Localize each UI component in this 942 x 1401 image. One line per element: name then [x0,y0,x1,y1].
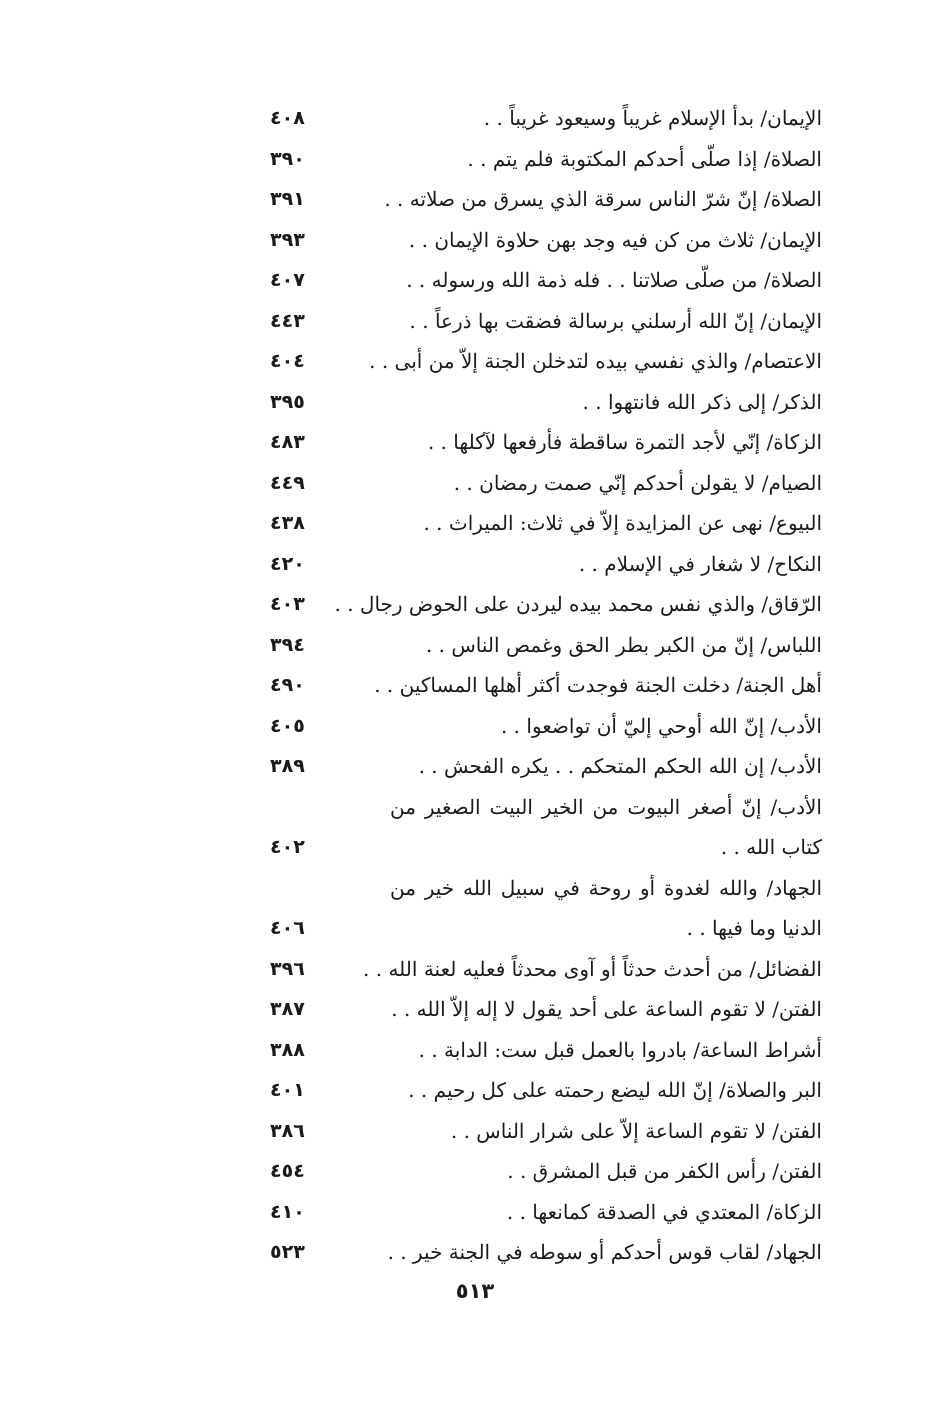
entry-page-number: ٤٥٤ [270,1160,305,1182]
index-entry [270,584,822,625]
index-entry [270,625,822,666]
entry-text: الفتن/ لا تقوم الساعة إلاّ على شرار الناس . . [450,1118,822,1143]
page-number: ٥١٣ [455,1279,495,1303]
entry-page-number: ٣٩٦ [270,957,305,980]
index-entry [270,503,822,544]
entry-page-number: ٣٩٤ [270,633,305,656]
index-entry [270,746,822,787]
index-entry [270,1030,822,1071]
entry-page-number: ٣٨٧ [270,998,305,1020]
index-entry [270,260,822,301]
entry-page-number: ٣٩١ [270,188,305,210]
entry-text: الفضائل/ من أحدث حدثاً أو آوى محدثاً فعليه لعنة الله . . [363,956,822,981]
entry-text: الزكاة/ إنّي لأجد التمرة ساقطة فأرفعها لآكلها . . [427,430,822,454]
entry-text: أشراط الساعة/ بادروا بالعمل قبل ست: الدابة . . [418,1037,822,1062]
index-entry [270,463,822,504]
entry-page-number: ٣٨٨ [270,1038,305,1061]
entry-page-number: ٤٩٠ [270,674,305,696]
entry-page-number: ٤٨٣ [270,431,305,453]
entry-page-number: ٣٨٦ [270,1119,305,1142]
entry-text: الذكر/ إلى ذكر الله فانتهوا . . [582,389,822,414]
entry-page-number: ٣٩٣ [270,228,305,251]
entry-text: الأدب/ إنّ أصغر البيوت من الخير البيت الصغير من كتاب الله . . [390,794,822,859]
index-entry [270,989,822,1030]
entry-text: الفتن/ لا تقوم الساعة على أحد يقول لا إله إلاّ الله . . [391,997,822,1021]
entry-page-number: ٤٣٨ [270,512,305,534]
entry-text: الصيام/ لا يقولن أحدكم إنّي صمت رمضان . . [453,470,822,495]
entry-text: اللباس/ إنّ من الكبر بطر الحق وغمص الناس . . [425,632,822,657]
entry-page-number: ٤٠٨ [270,107,305,129]
entry-page-number: ٤٠٥ [270,714,305,737]
entry-page-number: ٤٤٣ [270,309,305,332]
entry-page-number: ٤٠٤ [270,350,305,372]
entry-page-number: ٥٢٣ [270,1241,305,1263]
index-entry [270,301,822,342]
entry-text: الصلاة/ إذا صلّى أحدكم المكتوبة فلم يتم . . [467,146,822,171]
entry-page-number: ٣٨٩ [270,755,305,777]
index-entry [270,706,822,747]
index-entry [270,665,822,706]
index-entry [270,1151,822,1192]
entry-text: الإيمان/ بدأ الإسلام غريباً وسيعود غريباً . . [483,106,822,130]
entry-text: الجهاد/ والله لغدوة أو روحة في سبيل الله خير من الدنيا وما فيها . . [390,875,822,940]
entry-text: الإيمان/ ثلاث من كن فيه وجد بهن حلاوة الإيمان . . [408,227,822,252]
entry-page-number: ٤٠٢ [270,836,305,858]
entry-text: البر والصلاة/ إنّ الله ليضع رحمته على كل رحيم . . [408,1078,822,1102]
index-entry [270,868,822,949]
entry-page-number: ٣٩٥ [270,390,305,413]
index-entry [270,544,822,585]
entry-text: الإيمان/ إنّ الله أرسلني برسالة فضقت بها ذرعاً . . [409,308,822,333]
index-entry [270,1070,822,1111]
entry-text: الأدب/ إنّ الله أوحي إليّ أن تواضعوا . . [500,713,822,738]
index-entry [270,341,822,382]
index-entry [270,949,822,990]
entry-page-number: ٤٠٦ [270,917,305,939]
index-entry [270,1232,822,1273]
entry-page-number: ٤٢٠ [270,552,305,575]
index-entry [270,1192,822,1233]
entry-page-number: ٤٠٣ [270,593,305,615]
index-entry [270,1111,822,1152]
index-entry [270,787,822,868]
entry-page-number: ٣٩٠ [270,147,305,170]
index-entry [270,98,822,139]
entry-page-number: ٤٠٧ [270,269,305,291]
entry-page-number: ٤٠١ [270,1079,305,1101]
entry-text: الاعتصام/ والذي نفسي بيده لتدخلن الجنة إلاّ من أبى . . [369,349,822,373]
index-list [270,98,822,1273]
entry-text: الزكاة/ المعتدي في الصدقة كمانعها . . [506,1199,822,1224]
entry-text: الصلاة/ إنّ شرّ الناس سرقة الذي يسرق من صلاته . . [384,187,822,211]
entry-text: البيوع/ نهى عن المزايدة إلاّ في ثلاث: الميراث . . [423,511,822,535]
index-entry [270,422,822,463]
entry-text: الصلاة/ من صلّى صلاتنا . . فله ذمة الله ورسوله . . [406,268,822,292]
entry-page-number: ٤١٠ [270,1200,305,1223]
index-entry [270,382,822,423]
entry-text: أهل الجنة/ دخلت الجنة فوجدت أكثر أهلها المساكين . . [374,673,822,697]
entry-text: الرّقاق/ والذي نفس محمد بيده ليردن على الحوض رجال . . [334,592,822,616]
index-entry [270,220,822,261]
entry-text: الجهاد/ لقاب قوس أحدكم أو سوطه في الجنة خير . . [387,1240,822,1264]
entry-page-number: ٤٤٩ [270,471,305,494]
index-entry [270,139,822,180]
entry-text: الفتن/ رأس الكفر من قبل المشرق . . [507,1159,822,1183]
entry-text: الأدب/ إن الله الحكم المتحكم . . يكره الفحش . . [418,754,822,778]
entry-text: النكاح/ لا شغار في الإسلام . . [578,551,822,576]
index-entry [270,179,822,220]
